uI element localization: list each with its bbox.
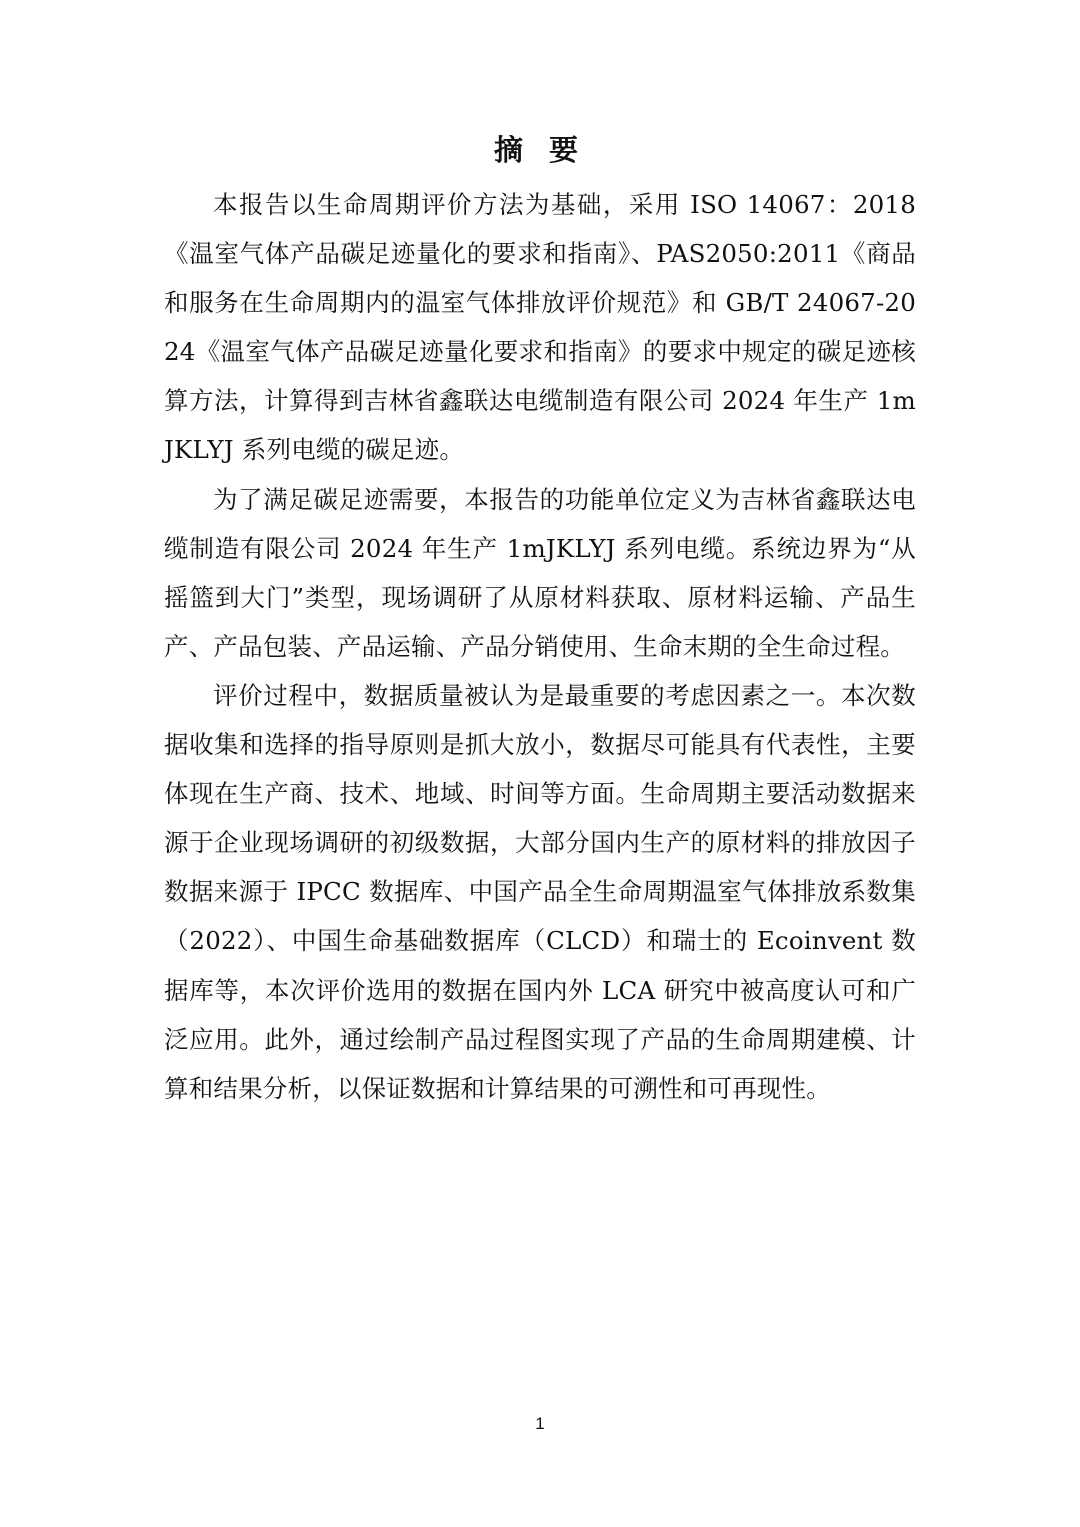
paragraph-methodology: 本报告以生命周期评价方法为基础，采用 ISO 14067：2018《温室气体产品碳足迹量化的要求和指南》、PAS2050:2011《商品和服务在生命周期内的温室气体排放评价规范》和 GB/T 24067-2024《温室气体产品碳足迹量化要求和指南》的要求中规定的碳足迹核算方法，计算得到吉林省鑫联达电缆制造有限公司 2024 年生产 1mJKLYJ 系列电缆的碳足迹。: [164, 190, 916, 465]
paragraph-functional-unit: 为了满足碳足迹需要，本报告的功能单位定义为吉林省鑫联达电缆制造有限公司 2024 年生产 1mJKLYJ 系列电缆。系统边界为“从摇篮到大门”类型，现场调研了从原材料获取、原材料运输、产品生产、产品包装、产品运输、产品分销使用、生命末期的全生命过程。: [164, 484, 916, 661]
page-title: 摘 要: [493, 133, 587, 167]
page-number: 1: [535, 1414, 545, 1433]
abstract-body: [164, 180, 916, 1113]
paragraph-data-quality: 评价过程中，数据质量被认为是最重要的考虑因素之一。本次数据收集和选择的指导原则是抓大放小，数据尽可能具有代表性，主要体现在生产商、技术、地域、时间等方面。生命周期主要活动数据来源于企业现场调研的初级数据，大部分国内生产的原材料的排放因子数据来源于 IPCC 数据库、中国产品全生命周期温室气体排放系数集（2022）、中国生命基础数据库（CLCD）和瑞士的 Ecoinvent 数据库等，本次评价选用的数据在国内外 LCA 研究中被高度认可和广泛应用。此外，通过绘制产品过程图实现了产品的生命周期建模、计算和结果分析，以保证数据和计算结果的可溯性和可再现性。: [164, 680, 916, 1103]
